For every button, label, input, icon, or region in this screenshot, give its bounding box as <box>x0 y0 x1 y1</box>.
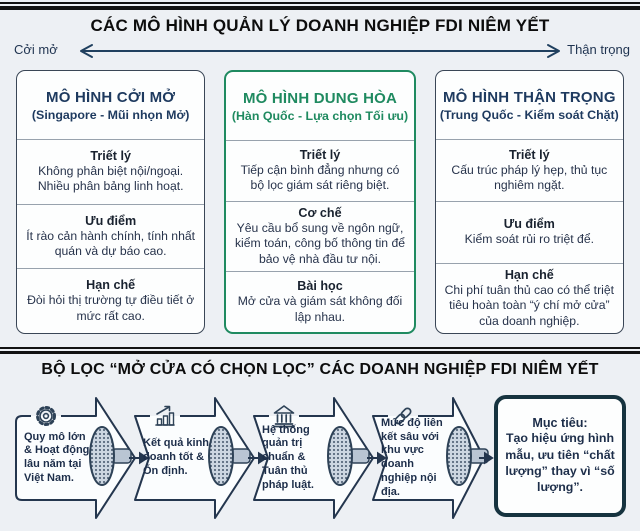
card-section-limitation <box>17 268 204 333</box>
spectrum-scale <box>0 40 640 62</box>
filter-step-text: Quy mô lớn & Hoạt động lâu năm tại Việt Nam. <box>24 430 90 484</box>
filter-step-text: Hệ thống quản trị chuẩn & Tuân thủ pháp luật. <box>262 423 314 491</box>
section-label: Hạn chế <box>504 267 554 282</box>
card-balanced-model <box>224 70 415 334</box>
section-text: Tiếp cận bình đẳng nhưng có bộ lọc giám sát riêng biệt. <box>240 163 400 193</box>
section-label: Bài học <box>297 279 343 294</box>
goal-text: Tạo hiệu ứng hình mẫu, ưu tiên “chất lượng” thay vì “số lượng”. <box>505 431 615 495</box>
section-label: Cơ chế <box>298 205 342 220</box>
filter-step-text: Kết quả kinh doanh tốt & Ổn định. <box>143 437 210 477</box>
section-label: Hạn chế <box>86 278 136 293</box>
middle-divider <box>0 347 640 354</box>
top-divider <box>0 2 640 10</box>
filter-funnel-diagram <box>0 390 640 525</box>
card-section-limitation <box>436 263 623 333</box>
section-text: Cấu trúc pháp lý hẹp, thủ tục nghiêm ngặt. <box>451 162 608 192</box>
sieve-icon <box>90 427 131 485</box>
double-headed-arrow-icon <box>70 40 570 62</box>
section-text: Chi phí tuân thủ cao có thể triệt tiêu hoàn toàn “ý chí mở cửa” của doanh nghiệp. <box>444 282 615 328</box>
card-header <box>17 71 204 139</box>
goal-heading: Mục tiêu: <box>532 416 588 431</box>
card-section-philosophy <box>226 140 413 201</box>
goal-box <box>494 395 626 517</box>
card-header <box>226 72 413 140</box>
infographic-canvas <box>0 2 640 531</box>
section-text: Yêu cầu bổ sung về ngôn ngữ, kiểm toán, công bố thông tin để bảo vệ nhà đầu tư nội. <box>234 220 406 266</box>
card-open-model <box>16 70 205 334</box>
card-subtitle: (Trung Quốc - Kiểm soát Chặt) <box>439 107 619 122</box>
card-section-advantage <box>17 204 204 269</box>
card-title: MÔ HÌNH THẬN TRỌNG <box>442 88 616 106</box>
section-text: Ít rào cản hành chính, tính nhất quán và dự báo cao. <box>26 228 196 258</box>
card-title: MÔ HÌNH DUNG HÒA <box>242 89 397 107</box>
sieve-icon <box>328 427 369 485</box>
section-text: Mở cửa và giám sát không đối lập nhau. <box>237 294 403 324</box>
filter-step-text: Mức độ liên kết sâu với khu vực doanh nghiệp nội địa. <box>381 416 443 498</box>
card-cautious-model <box>435 70 624 334</box>
section-text: Không phân biệt nội/ngoại. Nhiều phân bảng linh hoạt. <box>37 163 184 194</box>
card-section-advantage <box>436 201 623 263</box>
card-subtitle: (Singapore - Mũi nhọn Mở) <box>31 107 190 122</box>
section-text: Kiểm soát rủi ro triệt để. <box>464 232 594 247</box>
spectrum-left-label: Cởi mở <box>14 42 58 57</box>
card-section-philosophy <box>17 139 204 204</box>
section-label: Triết lý <box>299 148 341 163</box>
sieve-icon <box>209 427 250 485</box>
section-label: Triết lý <box>90 148 131 163</box>
section-label: Ưu điểm <box>503 217 555 232</box>
card-section-philosophy <box>436 139 623 201</box>
spectrum-right-label: Thận trọng <box>567 42 630 57</box>
bottom-section-title: BỘ LỌC “MỞ CỬA CÓ CHỌN LỌC” CÁC DOANH NGHIỆP FDI NIÊM YẾT <box>41 361 599 378</box>
top-section-title: CÁC MÔ HÌNH QUẢN LÝ DOANH NGHIỆP FDI NIÊM YẾT <box>90 16 550 35</box>
section-text: Đòi hỏi thị trường tự điều tiết ở mức rất cao. <box>27 293 195 323</box>
section-label: Ưu điểm <box>85 213 137 228</box>
sieve-icon <box>447 427 488 485</box>
section-label: Triết lý <box>509 147 550 162</box>
card-header <box>436 71 623 139</box>
card-title: MÔ HÌNH CỞI MỞ <box>46 88 176 106</box>
card-section-lesson <box>226 271 413 332</box>
card-subtitle: (Hàn Quốc - Lựa chọn Tối ưu) <box>231 108 409 123</box>
card-section-mechanism <box>226 201 413 271</box>
model-cards-row <box>0 70 640 334</box>
